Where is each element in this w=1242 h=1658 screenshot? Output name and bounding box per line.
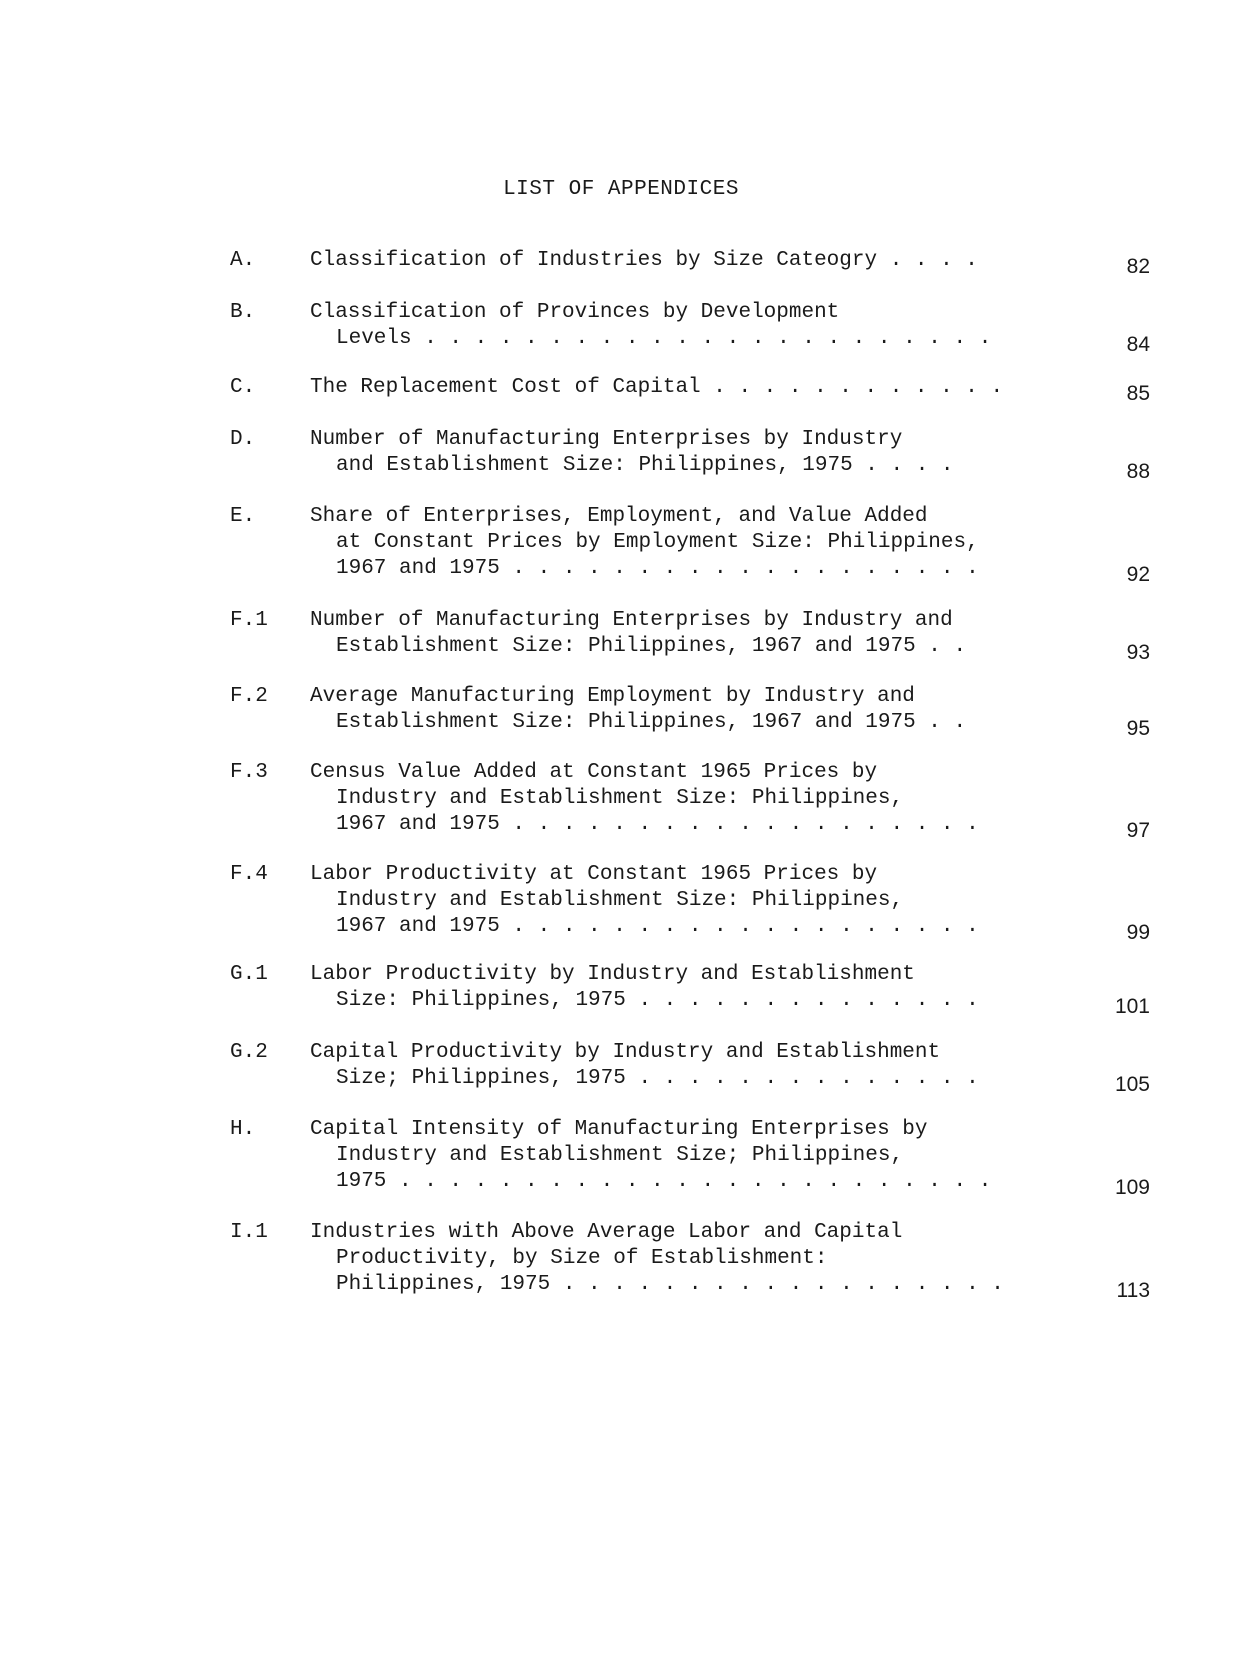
appendix-title-line: Industry and Establishment Size: Philippines, bbox=[336, 889, 904, 912]
appendix-title bbox=[310, 427, 1030, 479]
appendix-page-number: 85 bbox=[1126, 382, 1150, 405]
appendix-title-line: Size: Philippines, 1975 . . . . . . . . . . . . . . bbox=[336, 989, 979, 1012]
appendix-title-line: Classification of Industries by Size Cateogry . . . . bbox=[310, 249, 978, 272]
appendix-entry bbox=[230, 684, 1150, 740]
appendix-title-line: Number of Manufacturing Enterprises by Industry bbox=[310, 428, 903, 451]
appendix-code: F.3 bbox=[230, 761, 268, 784]
appendix-title-line: Labor Productivity by Industry and Establishment bbox=[310, 963, 915, 986]
appendix-entry bbox=[230, 375, 1150, 405]
appendix-page-number: 105 bbox=[1114, 1073, 1150, 1096]
appendix-title-line: Average Manufacturing Employment by Industry and bbox=[310, 685, 915, 708]
appendix-title-line: Philippines, 1975 . . . . . . . . . . . . . . . . . . bbox=[336, 1273, 1004, 1296]
appendix-page-number: 84 bbox=[1126, 333, 1150, 356]
appendix-title bbox=[310, 248, 1030, 274]
appendix-entry bbox=[230, 760, 1150, 842]
appendix-code: F.4 bbox=[230, 863, 268, 886]
appendix-title-line: The Replacement Cost of Capital . . . . . . . . . . . . bbox=[310, 376, 1004, 399]
appendix-page-number: 109 bbox=[1114, 1176, 1150, 1199]
appendix-title bbox=[310, 504, 1030, 582]
appendix-title-line: Classification of Provinces by Development bbox=[310, 301, 840, 324]
appendix-title bbox=[310, 1117, 1030, 1195]
appendix-entry bbox=[230, 300, 1150, 356]
appendix-entry bbox=[230, 427, 1150, 483]
appendix-entry bbox=[230, 608, 1150, 664]
page-title: LIST OF APPENDICES bbox=[503, 178, 739, 201]
appendix-title-line: Levels . . . . . . . . . . . . . . . . . . . . . . . bbox=[336, 327, 992, 350]
appendix-code: D. bbox=[230, 428, 256, 451]
appendix-page-number: 95 bbox=[1126, 717, 1150, 740]
appendix-entry bbox=[230, 1040, 1150, 1096]
appendix-title-line: Establishment Size: Philippines, 1967 and 1975 . . bbox=[336, 711, 967, 734]
appendix-entry bbox=[230, 504, 1150, 586]
appendix-entry bbox=[230, 1220, 1150, 1302]
appendix-title bbox=[310, 760, 1030, 838]
appendix-code: F.1 bbox=[230, 609, 268, 632]
appendix-code: G.1 bbox=[230, 963, 268, 986]
appendix-page-number: 113 bbox=[1116, 1279, 1150, 1302]
appendix-title bbox=[310, 684, 1030, 736]
appendix-page-number: 93 bbox=[1126, 641, 1150, 664]
appendix-title-line: Industry and Establishment Size: Philippines, bbox=[336, 787, 904, 810]
appendix-entry bbox=[230, 962, 1150, 1018]
appendix-title bbox=[310, 375, 1030, 401]
appendix-code: E. bbox=[230, 505, 256, 528]
appendix-code: G.2 bbox=[230, 1041, 268, 1064]
appendix-page-number: 97 bbox=[1126, 819, 1150, 842]
appendix-title-line: Capital Productivity by Industry and Establishment bbox=[310, 1041, 941, 1064]
appendix-title bbox=[310, 1220, 1030, 1298]
appendix-title bbox=[310, 962, 1030, 1014]
appendix-title-line: Share of Enterprises, Employment, and Value Added bbox=[310, 505, 928, 528]
appendix-title-line: 1967 and 1975 . . . . . . . . . . . . . . . . . . . bbox=[336, 557, 979, 580]
appendix-entry bbox=[230, 862, 1150, 944]
appendix-title-line: Capital Intensity of Manufacturing Enterprises by bbox=[310, 1118, 928, 1141]
appendix-page-number: 82 bbox=[1126, 255, 1150, 278]
appendix-title-line: Size; Philippines, 1975 . . . . . . . . . . . . . . bbox=[336, 1067, 979, 1090]
appendix-title-line: 1967 and 1975 . . . . . . . . . . . . . . . . . . . bbox=[336, 813, 979, 836]
appendix-title-line: Census Value Added at Constant 1965 Prices by bbox=[310, 761, 878, 784]
appendix-title bbox=[310, 1040, 1030, 1092]
appendix-code: F.2 bbox=[230, 685, 268, 708]
appendix-title bbox=[310, 608, 1030, 660]
appendix-title-line: 1967 and 1975 . . . . . . . . . . . . . . . . . . . bbox=[336, 915, 979, 938]
appendix-page-number: 92 bbox=[1126, 563, 1150, 586]
appendix-title-line: 1975 . . . . . . . . . . . . . . . . . . . . . . . . bbox=[336, 1170, 992, 1193]
appendix-code: I.1 bbox=[230, 1221, 268, 1244]
appendix-title bbox=[310, 862, 1030, 940]
appendix-title-line: Establishment Size: Philippines, 1967 and 1975 . . bbox=[336, 635, 967, 658]
appendix-page-number: 101 bbox=[1114, 995, 1150, 1018]
appendix-page-number: 88 bbox=[1126, 460, 1150, 483]
appendix-title-line: Industries with Above Average Labor and Capital bbox=[310, 1221, 903, 1244]
appendix-entry bbox=[230, 248, 1150, 278]
appendix-title-line: and Establishment Size: Philippines, 1975 . . . . bbox=[336, 454, 954, 477]
appendix-page-number: 99 bbox=[1126, 921, 1150, 944]
appendix-code: C. bbox=[230, 376, 256, 399]
appendix-title-line: Number of Manufacturing Enterprises by Industry and bbox=[310, 609, 953, 632]
appendix-code: B. bbox=[230, 301, 256, 324]
appendix-entry bbox=[230, 1117, 1150, 1199]
appendix-title-line: at Constant Prices by Employment Size: Philippines, bbox=[336, 531, 979, 554]
appendix-code: H. bbox=[230, 1118, 256, 1141]
appendix-code: A. bbox=[230, 249, 256, 272]
appendix-title-line: Industry and Establishment Size; Philippines, bbox=[336, 1144, 904, 1167]
appendix-title bbox=[310, 300, 1030, 352]
appendix-title-line: Labor Productivity at Constant 1965 Prices by bbox=[310, 863, 878, 886]
appendix-title-line: Productivity, by Size of Establishment: bbox=[336, 1247, 828, 1270]
